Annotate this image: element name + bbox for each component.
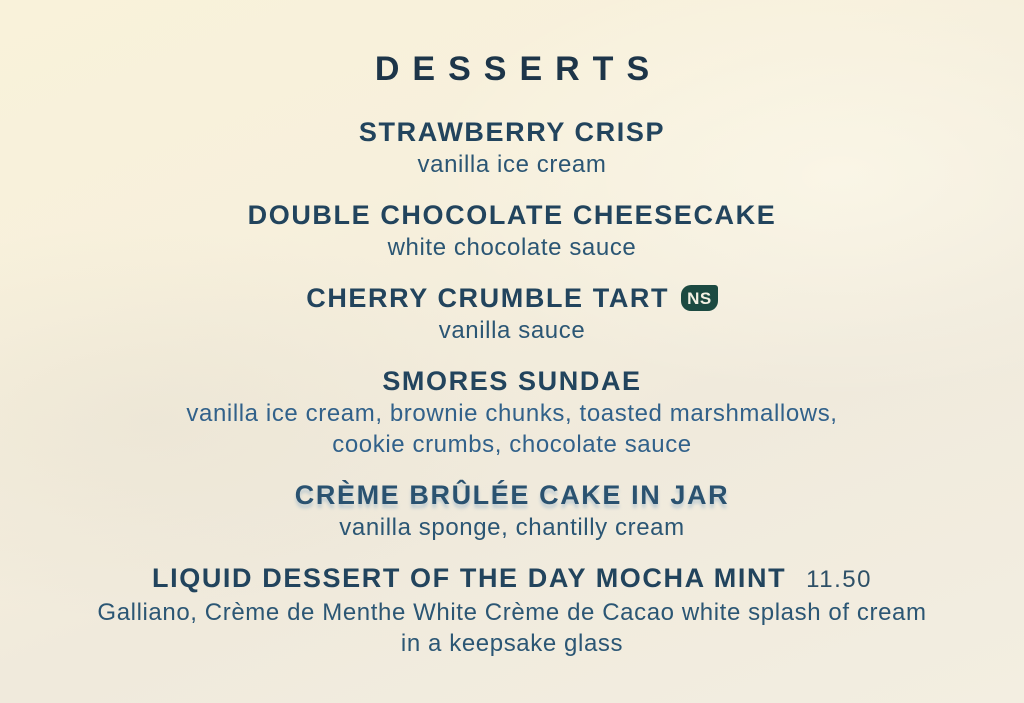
item-description-line-1: Galliano, Crème de Menthe White Crème de Cacao white splash of cream — [97, 599, 927, 626]
item-description-line-2: cookie crumbs, chocolate sauce — [332, 431, 692, 458]
item-description: vanilla sauce — [438, 317, 586, 344]
item-name: SMORES SUNDAE — [382, 366, 642, 396]
menu-title: DESSERTS — [374, 50, 663, 88]
menu-item-creme-brulee-cake — [0, 478, 1024, 543]
item-name — [0, 561, 1024, 597]
item-name-text: CHERRY CRUMBLE TART — [306, 283, 670, 313]
item-description-line-2: in a keepsake glass — [400, 630, 624, 657]
item-name: STRAWBERRY CRISP — [358, 117, 666, 147]
menu-item-liquid-dessert — [0, 561, 1024, 659]
menu-item-smores-sundae — [0, 364, 1024, 460]
menu-item-cherry-crumble-tart — [0, 281, 1024, 346]
item-description: white chocolate sauce — [387, 234, 637, 261]
item-name-text: LIQUID DESSERT OF THE DAY MOCHA MINT — [152, 563, 787, 593]
ns-dietary-badge: NS — [681, 285, 718, 311]
item-description: vanilla ice cream — [417, 151, 607, 178]
item-name: CRÈME BRÛLÉE CAKE IN JAR — [294, 480, 730, 510]
menu-item-strawberry-crisp — [0, 115, 1024, 180]
item-price: 11.50 — [806, 566, 872, 593]
item-description: vanilla sponge, chantilly cream — [339, 514, 685, 541]
menu-item-double-chocolate-cheesecake — [0, 198, 1024, 263]
item-name — [0, 281, 1024, 315]
item-name: DOUBLE CHOCOLATE CHEESECAKE — [247, 200, 777, 230]
item-description-line-1: vanilla ice cream, brownie chunks, toasted marshmallows, — [186, 400, 838, 427]
